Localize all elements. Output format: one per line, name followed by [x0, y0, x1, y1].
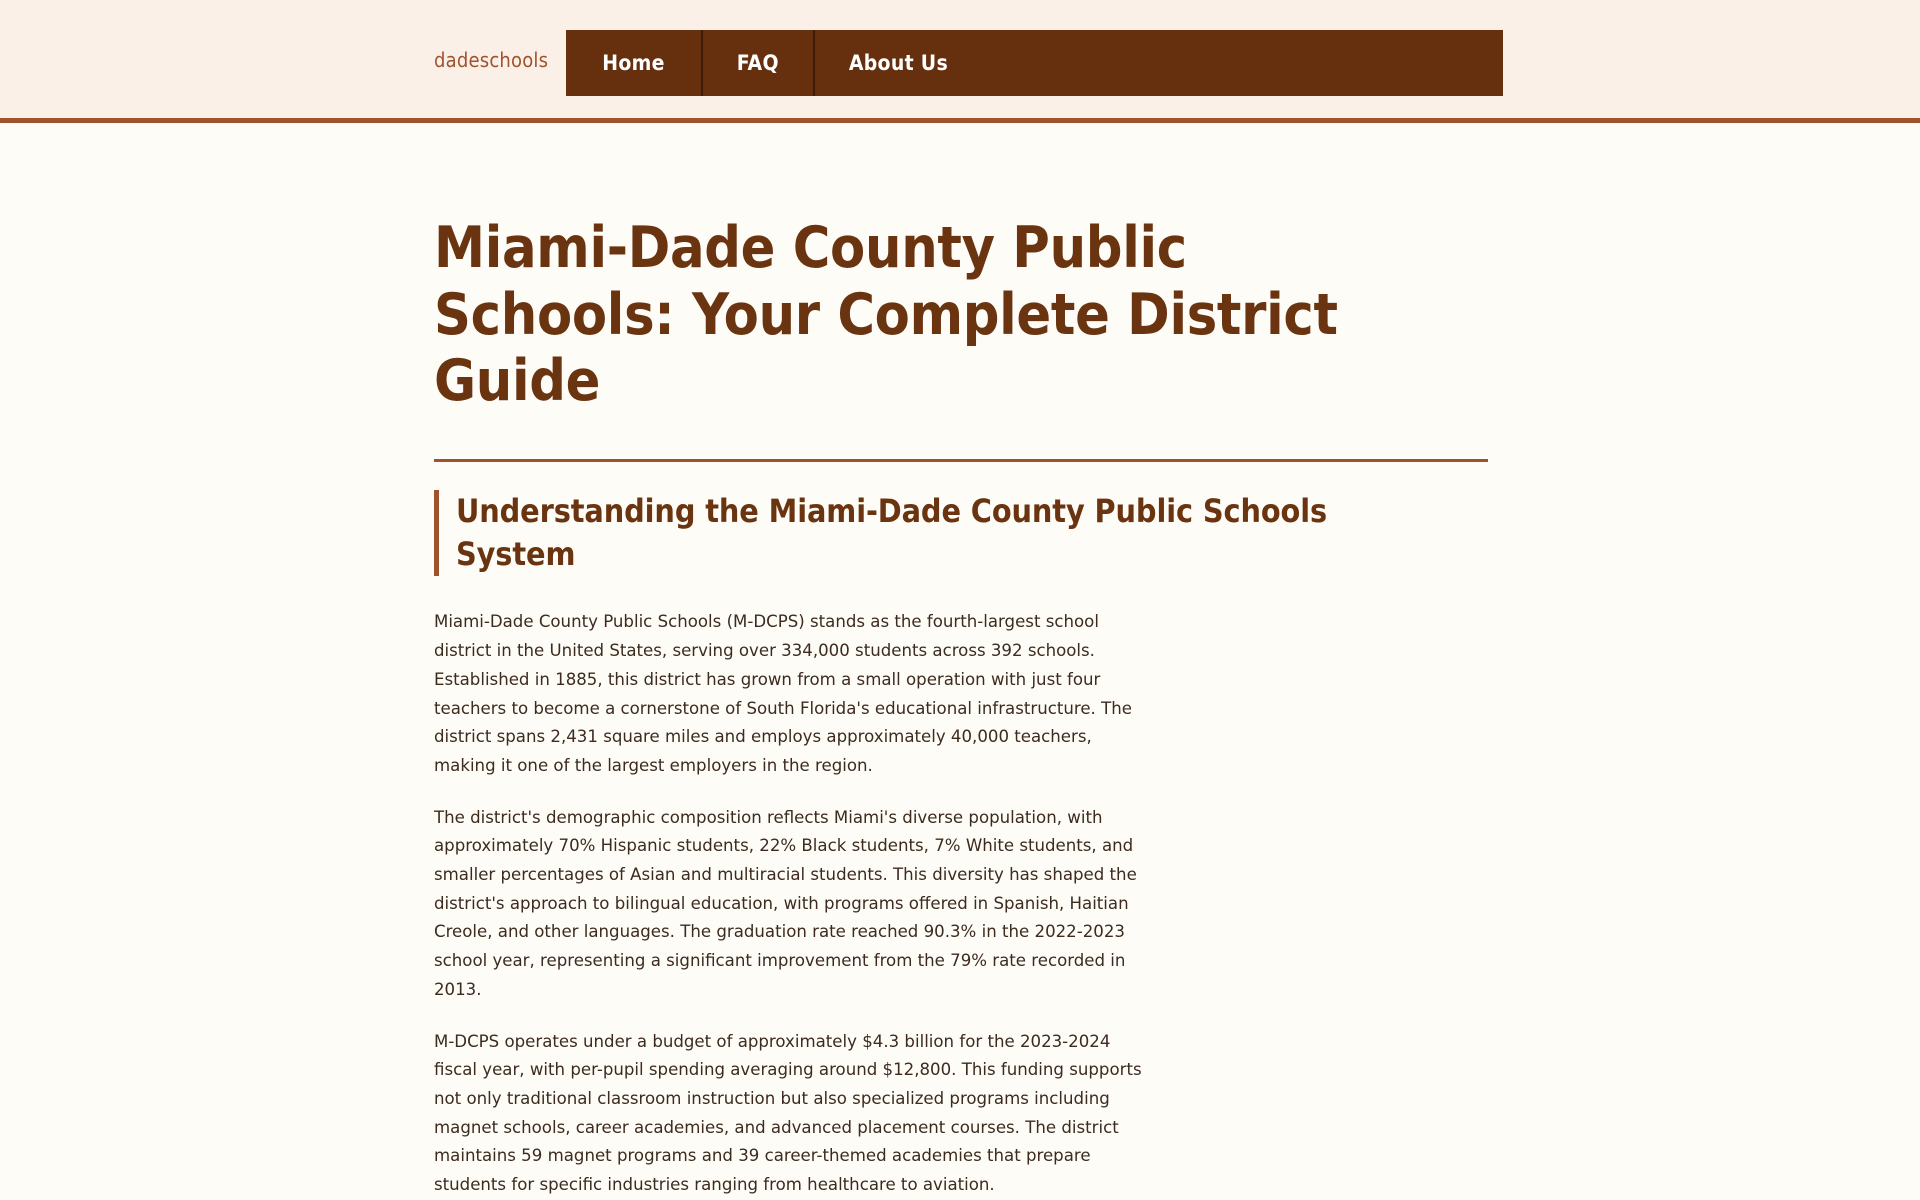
site-header — [0, 0, 1920, 123]
title-divider — [434, 459, 1488, 462]
content-container — [0, 123, 1488, 1200]
page-title: Miami-Dade County Public Schools: Your Complete District Guide — [434, 215, 1338, 415]
nav-spacer — [982, 30, 1503, 96]
section-paragraph-2: The district's demographic composition reflects Miami's diverse population, with approximately 70% Hispanic students, 22% Black students, 7% White students, and smaller percentages of Asian and multiracial students. This diversity has shaped the district's approach to bilingual education, with programs offered in Spanish, Haitian Creole, and other languages. The graduation rate reached 90.3% in the 2022-2023 school year, representing a significant improvement from the 79% rate recorded in 2013. — [434, 807, 1137, 999]
nav-item-faq[interactable]: FAQ — [703, 30, 815, 96]
main-navigation — [566, 30, 1503, 96]
site-brand-logo[interactable]: dadeschools — [434, 48, 549, 72]
section-heading-block — [434, 490, 1488, 576]
page-main — [0, 123, 1920, 1200]
nav-item-about-us[interactable]: About Us — [848, 51, 948, 75]
header-inner — [0, 0, 1920, 118]
section-title: Understanding the Miami-Dade County Public Schools System — [456, 492, 1328, 574]
section-accent-bar — [434, 490, 439, 576]
section-paragraph-1: Miami-Dade County Public Schools (M-DCPS) stands as the fourth-largest school district in the United States, serving over 334,000 students across 392 schools. Established in 1885, this district has grown from a small operation with just four teachers to become a cornerstone of South Florida's educational infrastructure. The district spans 2,431 square miles and employs approximately 40,000 teachers, making it one of the largest employers in the region. — [434, 612, 1132, 775]
nav-item-home[interactable]: Home — [566, 30, 703, 96]
section-paragraph-3: M-DCPS operates under a budget of approximately $4.3 billion for the 2023-2024 fiscal year, with per-pupil spending averaging around $12,800. This funding supports not only traditional classroom instruction but also specialized programs including magnet schools, career academies, and advanced placement courses. The district maintains 59 magnet programs and 39 career-themed academies that prepare students for specific industries ranging from healthcare to aviation. — [434, 1031, 1142, 1195]
